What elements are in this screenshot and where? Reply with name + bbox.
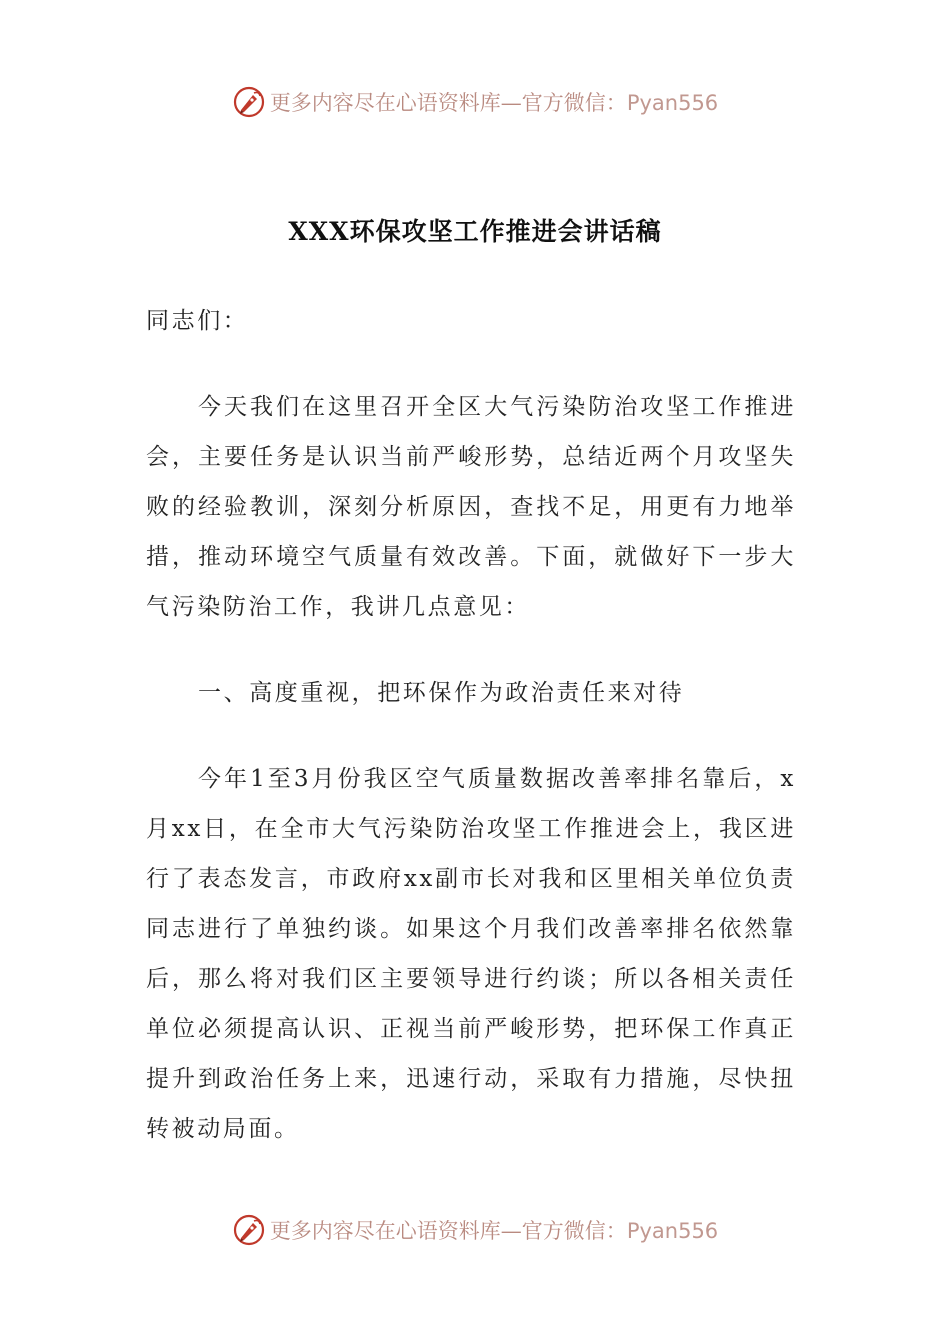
pen-nib-logo-icon <box>232 85 266 119</box>
section-heading-1: 一、高度重视，把环保作为政治责任来对待 <box>198 680 685 706</box>
paragraph-intro: 今天我们在这里召开全区大气污染防治攻坚工作推进会，主要任务是认识当前严峻形势，总结近两个月攻坚失败的经验教训，深刻分析原因，查找不足，用更有力地举措，推动环境空气质量有效改善。下面，就做好下一步大气污染防治工作，我讲几点意见： <box>146 394 796 620</box>
footer-watermark-banner <box>0 1208 950 1252</box>
paragraph-section-1: 今年1至3月份我区空气质量数据改善率排名靠后，x月xx日，在全市大气污染防治攻坚工作推进会上，我区进行了表态发言，市政府xx副市长对我和区里相关单位负责同志进行了单独约谈。如果这个月我们改善率排名依然靠后，那么将对我们区主要领导进行约谈；所以各相关责任单位必须提高认识、正视当前严峻形势，把环保工作真正提升到政治任务上来，迅速行动，采取有力措施，尽快扭转被动局面。 <box>146 766 796 1142</box>
banner-text <box>270 1215 718 1245</box>
banner-text <box>270 87 718 117</box>
document-title: XXX环保攻坚工作推进会讲话稿 <box>288 217 662 246</box>
greeting: 同志们： <box>146 308 249 334</box>
banner-wechat-id: Pyan556 <box>626 1219 719 1243</box>
banner-wechat-id: Pyan556 <box>626 91 719 115</box>
banner-text-main: 更多内容尽在心语资料库—官方微信： <box>269 91 627 115</box>
banner-text-main: 更多内容尽在心语资料库—官方微信： <box>269 1219 627 1243</box>
header-watermark-banner <box>0 80 950 124</box>
document-body <box>146 296 796 1190</box>
pen-nib-logo-icon <box>232 1213 266 1247</box>
